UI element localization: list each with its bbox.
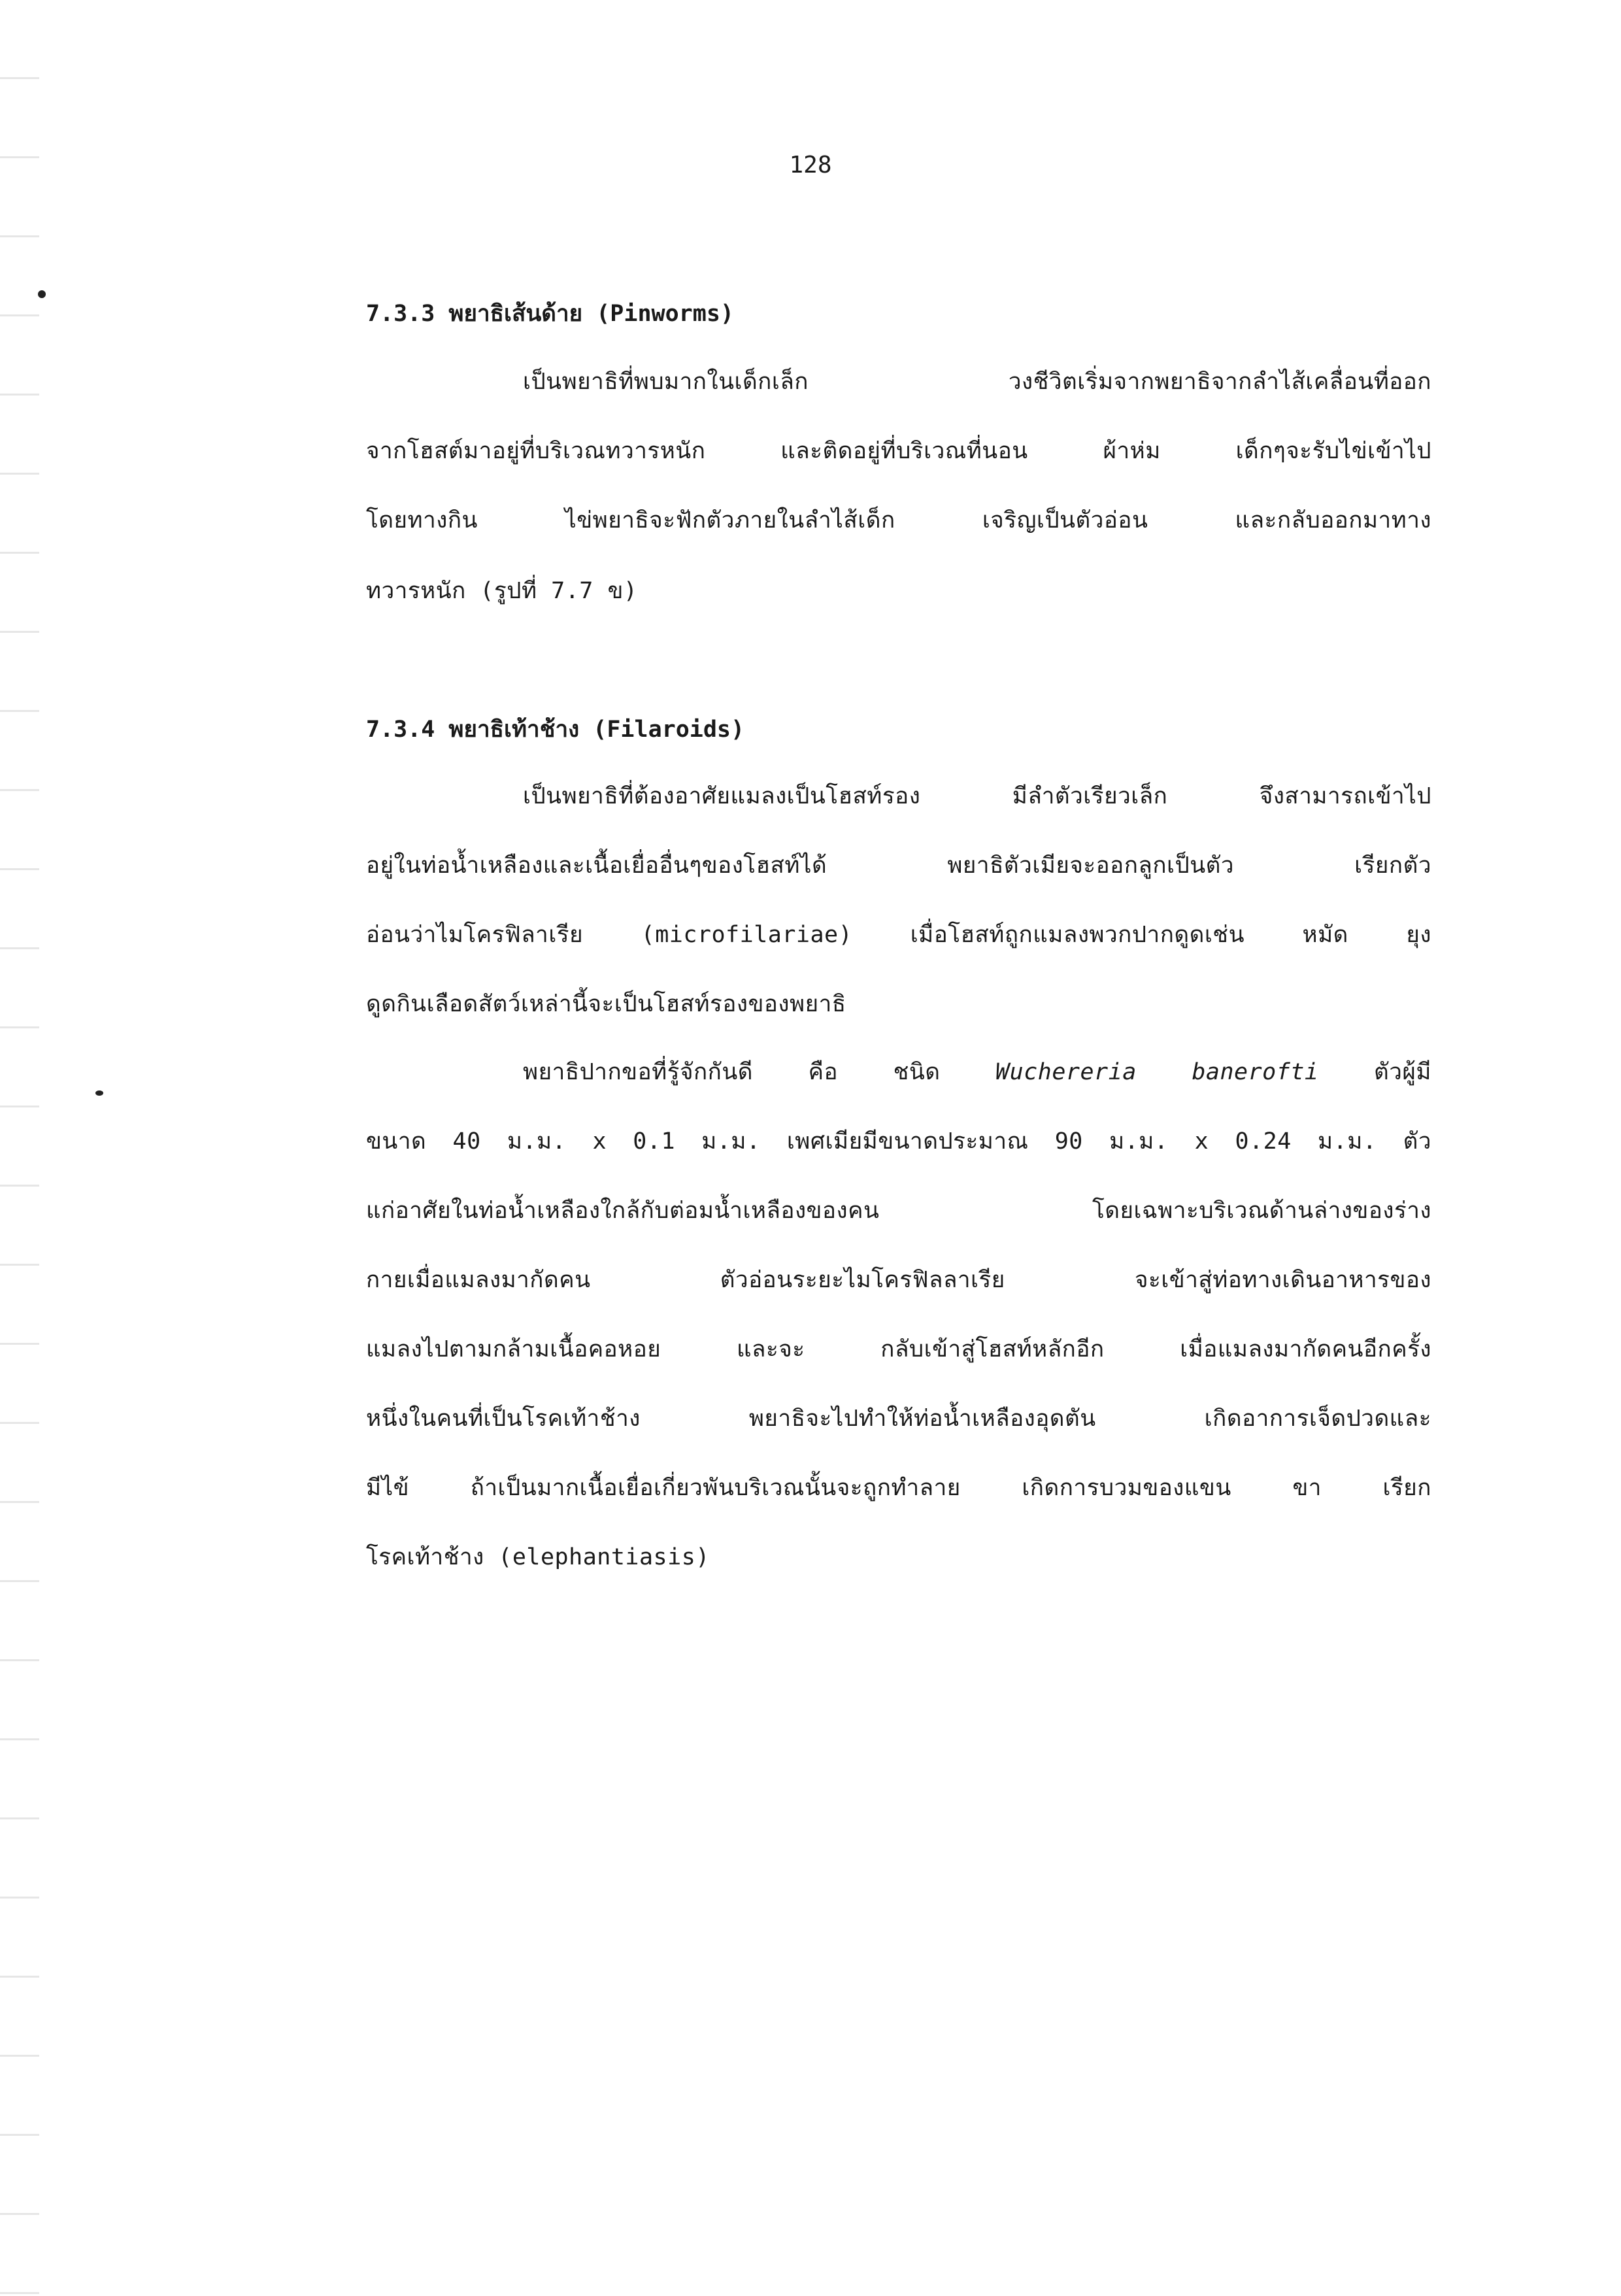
- species-name: Wuchereria banerofti: [995, 1059, 1319, 1085]
- section-heading-pinworms: 7.3.3 พยาธิเส้นด้าย (Pinworms): [366, 301, 734, 327]
- paragraph-line: อยู่ในท่อน้ำเหลืองและเนื้อเยื่ออื่นๆของโฮสท์ได้ พยาธิตัวเมียจะออกลูกเป็นตัว เรียกตัว: [366, 853, 1431, 879]
- paragraph-line: แก่อาศัยในท่อน้ำเหลืองใกล้กับต่อมน้ำเหลืองของคน โดยเฉพาะบริเวณด้านล่างของร่าง: [366, 1198, 1431, 1224]
- paragraph-line: ขนาด 40 ม.ม. x 0.1 ม.ม. เพศเมียมีขนาดประมาณ 90 ม.ม. x 0.24 ม.ม. ตัว: [366, 1128, 1431, 1155]
- paragraph-line: โรคเท้าช้าง (elephantiasis): [366, 1544, 710, 1570]
- paragraph-line: แมลงไปตามกล้ามเนื้อคอหอย และจะ กลับเข้าสู่โฮสท์หลักอีก เมื่อแมลงมากัดคนอีกครั้ง: [366, 1336, 1431, 1362]
- paragraph-line: เป็นพยาธิที่พบมากในเด็กเล็ก วงชีวิตเริ่มจากพยาธิจากลำไส้เคลื่อนที่ออก: [523, 369, 1431, 395]
- ink-speck: [38, 290, 46, 298]
- paragraph-line: ดูดกินเลือดสัตว์เหล่านี้จะเป็นโฮสท์รองของพยาธิ: [366, 991, 846, 1017]
- paragraph-line-species: [523, 1054, 1431, 1087]
- paragraph-line: มีไข้ ถ้าเป็นมากเนื้อเยื่อเกี่ยวพันบริเวณนั้นจะถูกทำลาย เกิดการบวมของแขน ขา เรียก: [366, 1475, 1431, 1501]
- page-number: 128: [789, 152, 832, 178]
- paragraph-line: กายเมื่อแมลงมากัดคน ตัวอ่อนระยะไมโครฟิลลาเรีย จะเข้าสู่ท่อทางเดินอาหารของ: [366, 1267, 1431, 1293]
- paragraph-line: หนึ่งในคนที่เป็นโรคเท้าช้าง พยาธิจะไปทำให้ท่อน้ำเหลืองอุดตัน เกิดอาการเจ็ดปวดและ: [366, 1406, 1431, 1432]
- paragraph-line: โดยทางกิน ไข่พยาธิจะฟักตัวภายในลำไส้เด็ก เจริญเป็นตัวอ่อน และกลับออกมาทาง: [366, 507, 1431, 533]
- paragraph-line: ทวารหนัก (รูปที่ 7.7 ข): [366, 578, 638, 604]
- paragraph-line: จากโฮสต์มาอยู่ที่บริเวณทวารหนัก และติดอยู่ที่บริเวณที่นอน ผ้าห่ม เด็กๆจะรับไข่เข้าไป: [366, 438, 1431, 464]
- margin-ruler: [0, 0, 39, 2296]
- text-segment: ตัวผู้มี: [1374, 1059, 1431, 1085]
- section-heading-filaroids: 7.3.4 พยาธิเท้าช้าง (Filaroids): [366, 717, 745, 743]
- ink-speck: [95, 1090, 103, 1096]
- paragraph-line: เป็นพยาธิที่ต้องอาศัยแมลงเป็นโฮสท์รอง มีลำตัวเรียวเล็ก จึงสามารถเข้าไป: [523, 783, 1431, 809]
- text-segment: พยาธิปากขอที่รู้จักกันดี คือ ชนิด: [523, 1059, 941, 1085]
- paragraph-line: อ่อนว่าไมโครฟิลาเรีย (microfilariae) เมื่อโฮสท์ถูกแมลงพวกปากดูดเช่น หมัด ยุง: [366, 922, 1431, 948]
